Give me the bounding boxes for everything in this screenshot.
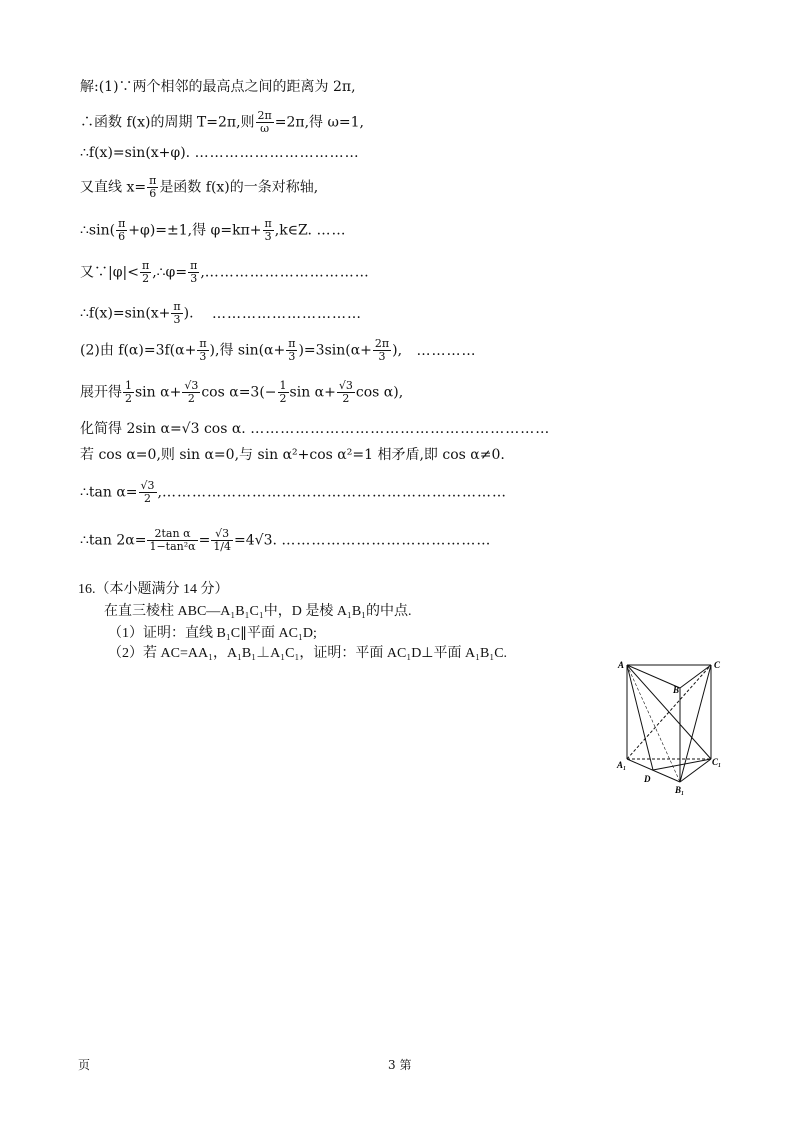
fraction: $\frac{\pi}{2}$ — [141, 259, 150, 285]
question-stem: 在直三棱柱 ABC—A₁B₁C₁中，D 是棱 A₁B₁的中点. — [104, 604, 412, 619]
label-C1: C₁ — [712, 757, 722, 767]
solution-line-4 — [80, 175, 318, 200]
solution-text: cos α=3(− — [201, 384, 277, 401]
page-number: 3 第 — [388, 1058, 412, 1072]
solution-text: (2)由 f(α)=3f(α+ — [80, 342, 197, 359]
solution-text: 展开得 — [80, 384, 122, 401]
fraction: $\frac{\pi}{3}$ — [199, 337, 207, 363]
solution-text: ∴sin( — [80, 222, 116, 239]
solution-line-7 — [80, 301, 362, 326]
solution-line-10 — [80, 420, 550, 438]
fraction: $\frac{1}{2}$ — [279, 379, 287, 405]
solution-text: =4√3. — [234, 532, 277, 549]
fraction: $\frac{√3}{2}$ — [140, 479, 155, 505]
question-part-2: （2）若 AC=AA₁，A₁B₁⊥A₁C₁，证明：平面 AC₁D⊥平面 A₁B₁C. — [108, 646, 508, 661]
solution-line-13 — [80, 528, 491, 553]
solution-text: ). — [183, 305, 194, 322]
solution-text: ∴函数 f(x)的周期 T=2π,则 — [80, 114, 255, 131]
question-heading: 16.（本小题满分 14 分） — [78, 582, 229, 597]
solution-text: ∴tan 2α= — [80, 532, 147, 549]
solution-text: 又∵|φ|< — [80, 264, 139, 281]
dots-leader: …………………………………………………… — [250, 421, 551, 437]
solution-text: =2π,得 ω=1, — [274, 114, 365, 131]
solution-text: ,∴φ= — [152, 264, 188, 281]
dots-leader: …………………………… — [204, 264, 370, 281]
fraction: $\frac{√3}{1/4}$ — [213, 527, 232, 553]
dots-leader: ………………………… — [212, 305, 363, 322]
solution-text: ∴f(x)=sin(x+ — [80, 305, 171, 322]
solution-text: ),得 sin(α+ — [209, 342, 286, 359]
fraction: $\frac{\pi}{3}$ — [288, 337, 296, 363]
label-C: C — [714, 660, 721, 670]
solution-line-12 — [80, 480, 507, 505]
label-A1: A₁ — [617, 760, 627, 770]
solution-text: 若 cos α=0,则 sin α=0,与 sin α²+cos α²=1 相矛盾,即 cos α≠0. — [80, 447, 505, 463]
solution-text: 化简得 2sin α=√3 cos α. — [80, 421, 246, 437]
dots-leader: …… — [316, 222, 347, 239]
segment-AB1-hidden — [627, 665, 680, 782]
solution-text: ∴tan α= — [80, 484, 138, 501]
solution-line-8 — [80, 338, 477, 363]
fraction: $\frac{\pi}{3}$ — [190, 259, 198, 285]
dots-leader: …………………………………………………………… — [162, 484, 507, 501]
fraction: $\frac{1}{2}$ — [125, 379, 132, 405]
solution-text: = — [198, 532, 211, 549]
solution-line-9 — [80, 380, 403, 405]
edge-A1B1 — [627, 759, 680, 782]
fraction: $\frac{\pi}{6}$ — [149, 174, 157, 200]
segment-DC1 — [653, 759, 711, 770]
solution-line-3 — [80, 144, 360, 162]
footer-left: 页 — [78, 1058, 91, 1072]
dots-leader: …………………………………… — [281, 532, 492, 549]
fraction: $\frac{\text{2tan α}}{\text{1−tan²α}}$ — [149, 527, 196, 553]
prism-figure — [615, 655, 725, 795]
edge-BC — [680, 665, 711, 688]
solution-line-6 — [80, 260, 370, 285]
fraction: $\frac{√3}{2}$ — [338, 379, 353, 405]
fraction: $\frac{\pi}{3}$ — [264, 217, 272, 243]
solution-text: ), — [392, 342, 403, 359]
solution-text: sin α+ — [135, 384, 182, 401]
solution-text: , — [157, 484, 162, 501]
dots-leader: ………… — [416, 342, 477, 359]
fraction: $\frac{\pi}{6}$ — [118, 217, 126, 243]
solution-text: 是函数 f(x)的一条对称轴, — [159, 179, 319, 196]
solution-text: )=3sin(α+ — [298, 342, 372, 359]
solution-line-5 — [80, 218, 346, 243]
label-B1: B₁ — [675, 785, 685, 795]
label-B: B — [673, 685, 680, 695]
solution-line-2 — [80, 110, 364, 135]
solution-text: +φ)=±1,得 φ=kπ+ — [128, 222, 262, 239]
fraction: $\frac{2\pi}{3}$ — [374, 337, 390, 363]
solution-text: 解:(1)∵两个相邻的最高点之间的距离为 2π, — [80, 79, 356, 95]
solution-text: ,k∈Z. — [274, 222, 312, 239]
label-D: D — [644, 774, 651, 784]
solution-text: ∴f(x)=sin(x+φ). — [80, 145, 191, 161]
edge-B1C1 — [680, 759, 711, 782]
fraction: $\frac{2\pi}{\omega}$ — [257, 109, 272, 135]
solution-text: 又直线 x= — [80, 179, 147, 196]
solution-text: cos α), — [355, 384, 404, 401]
fraction: $\frac{√3}{2}$ — [184, 379, 199, 405]
solution-line-11 — [80, 446, 505, 464]
solution-text: sin α+ — [289, 384, 336, 401]
solution-text: , — [200, 264, 205, 281]
fraction: $\frac{\pi}{3}$ — [173, 300, 181, 326]
solution-line-1 — [80, 78, 356, 96]
dots-leader: …………………………… — [194, 145, 360, 161]
label-A: A — [618, 660, 625, 670]
question-part-1: （1）证明：直线 B₁C∥平面 AC₁D; — [108, 626, 317, 641]
